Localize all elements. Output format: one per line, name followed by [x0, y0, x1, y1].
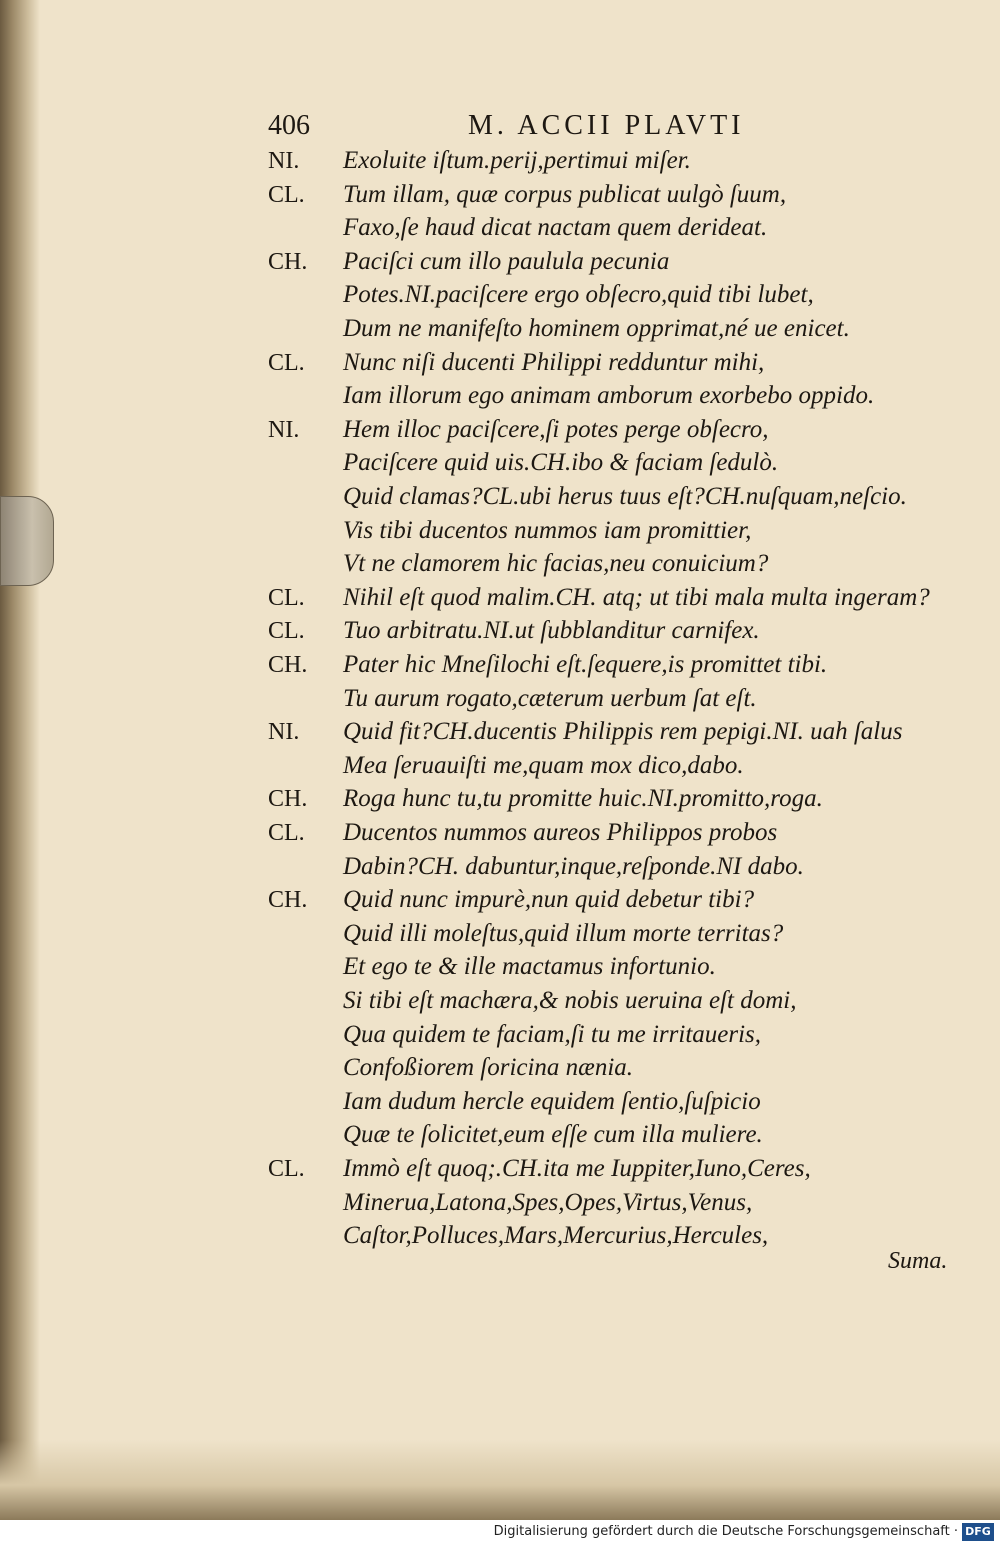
verse-text: Tuo arbitratu.NI.ut ſubblanditur carnifex. — [343, 617, 760, 644]
verse-line — [268, 1118, 958, 1152]
verse-line — [268, 547, 958, 581]
speaker-label: CL. — [268, 182, 305, 208]
speaker-label: CL. — [268, 585, 305, 611]
speaker-label: CL. — [268, 820, 305, 846]
verse-line — [268, 749, 958, 783]
verse-text: Iam dudum hercle equidem ſentio,ſuſpicio — [343, 1088, 761, 1115]
verse-text: Faxo,ſe haud dicat nactam quem derideat. — [343, 214, 768, 241]
verse-text: Paciſci cum illo paulula pecunia — [343, 248, 670, 275]
speaker-label: CH. — [268, 652, 308, 678]
verse-text: Quæ te ſolicitet,eum eſſe cum illa muliere. — [343, 1121, 763, 1148]
verse-line — [268, 883, 958, 917]
verse-line — [268, 1219, 958, 1253]
verse-line — [268, 984, 958, 1018]
verse-line — [268, 950, 958, 984]
verse-line — [268, 1018, 958, 1052]
verse-line — [268, 648, 958, 682]
verse-line — [268, 144, 958, 178]
verse-text: Quid nunc impurè,nun quid debetur tibi? — [343, 886, 755, 913]
verse-line — [268, 245, 958, 279]
speaker-label: NI. — [268, 148, 300, 174]
verse-line — [268, 211, 958, 245]
page-number: 406 — [268, 110, 310, 141]
running-head: M. ACCII PLAVTI — [468, 110, 745, 141]
verse-text: Paciſcere quid uis.CH.ibo & faciam ſedulò. — [343, 449, 779, 476]
verse-text: Hem illoc paciſcere,ſi potes perge obſecro, — [343, 416, 769, 443]
verse-line — [268, 581, 958, 615]
verse-line — [268, 379, 958, 413]
verse-text: Caſtor,Polluces,Mars,Mercurius,Hercules, — [343, 1222, 769, 1249]
verse-line — [268, 682, 958, 716]
verse-line — [268, 715, 958, 749]
verse-text: Tu aurum rogato,cæterum uerbum ſat eſt. — [343, 685, 757, 712]
verse-text: Potes.NI.paciſcere ergo obſecro,quid tibi lubet, — [343, 281, 814, 308]
verse-line — [268, 1085, 958, 1119]
verse-line — [268, 1051, 958, 1085]
verse-text: Immò eſt quoq;.CH.ita me Iuppiter,Iuno,Ceres, — [343, 1155, 811, 1182]
verse-text: Quid clamas?CL.ubi herus tuus eſt?CH.nuſquam,neſcio. — [343, 483, 907, 510]
verse-line — [268, 514, 958, 548]
gutter-shadow — [0, 0, 40, 1520]
verse-text: Confoßiorem ſoricina nænia. — [343, 1054, 634, 1081]
verse-text: Vt ne clamorem hic facias,neu conuicium? — [343, 550, 769, 577]
dfg-logo: DFG — [962, 1523, 994, 1541]
catchword: Suma. — [888, 1248, 948, 1274]
verse-text: Ducentos nummos aureos Philippos probos — [343, 819, 778, 846]
verse-line — [268, 816, 958, 850]
verse-line — [268, 1152, 958, 1186]
speaker-label: CH. — [268, 786, 308, 812]
speaker-label: CL. — [268, 1156, 305, 1182]
speaker-label: CL. — [268, 618, 305, 644]
verse-line — [268, 278, 958, 312]
verse-line — [268, 178, 958, 212]
verse-text: Si tibi eſt machæra,& nobis ueruina eſt domi, — [343, 987, 797, 1014]
verse-line — [268, 614, 958, 648]
verse-line — [268, 446, 958, 480]
verse-text: Dum ne manifeſto hominem opprimat,né ue enicet. — [343, 315, 850, 342]
verse-text: Minerua,Latona,Spes,Opes,Virtus,Venus, — [343, 1189, 753, 1216]
verse-text: Quid fit?CH.ducentis Philippis rem pepigi.NI. uah ſalus — [343, 718, 903, 745]
verse-line — [268, 312, 958, 346]
verse-line — [268, 480, 958, 514]
verse-text: Vis tibi ducentos nummos iam promittier, — [343, 517, 752, 544]
verse-text: Tum illam, quæ corpus publicat uulgò ſuum, — [343, 181, 787, 208]
verse-text: Qua quidem te faciam,ſi tu me irritaueris, — [343, 1021, 762, 1048]
verse-line — [268, 850, 958, 884]
verse-text: Roga hunc tu,tu promitte huic.NI.promitto,roga. — [343, 785, 823, 812]
footer-credit: Digitalisierung gefördert durch die Deutsche Forschungsgemeinschaft · — [493, 1524, 958, 1539]
verse-line — [268, 782, 958, 816]
verse-text: Nunc niſi ducenti Philippi redduntur mihi, — [343, 349, 765, 376]
verse-text: Pater hic Mneſilochi eſt.ſequere,is promittet tibi. — [343, 651, 828, 678]
verse-text: Mea ſeruauiſti me,quam mox dico,dabo. — [343, 752, 744, 779]
verse-line — [268, 346, 958, 380]
speaker-label: CH. — [268, 887, 308, 913]
verse-line — [268, 413, 958, 447]
speaker-label: CL. — [268, 350, 305, 376]
verse-text: Dabin?CH. dabuntur,inque,reſponde.NI dabo. — [343, 853, 804, 880]
page-edge-shadow — [0, 1440, 1000, 1520]
verse-text: Exoluite iſtum.perij,pertimui miſer. — [343, 147, 691, 174]
verse-line — [268, 1186, 958, 1220]
speaker-label: CH. — [268, 249, 308, 275]
verse-text: Nihil eſt quod malim.CH. atq; ut tibi mala multa ingeram? — [343, 584, 930, 611]
verse-text: Et ego te & ille mactamus infortunio. — [343, 953, 716, 980]
verse-text: Quid illi moleſtus,quid illum morte territas? — [343, 920, 784, 947]
speaker-label: NI. — [268, 719, 300, 745]
speaker-label: NI. — [268, 417, 300, 443]
book-clasp — [0, 496, 54, 586]
verse-text: Iam illorum ego animam amborum exorbebo oppido. — [343, 382, 875, 409]
digitization-footer — [0, 1520, 1000, 1546]
page-header — [268, 110, 808, 146]
verse-line — [268, 917, 958, 951]
